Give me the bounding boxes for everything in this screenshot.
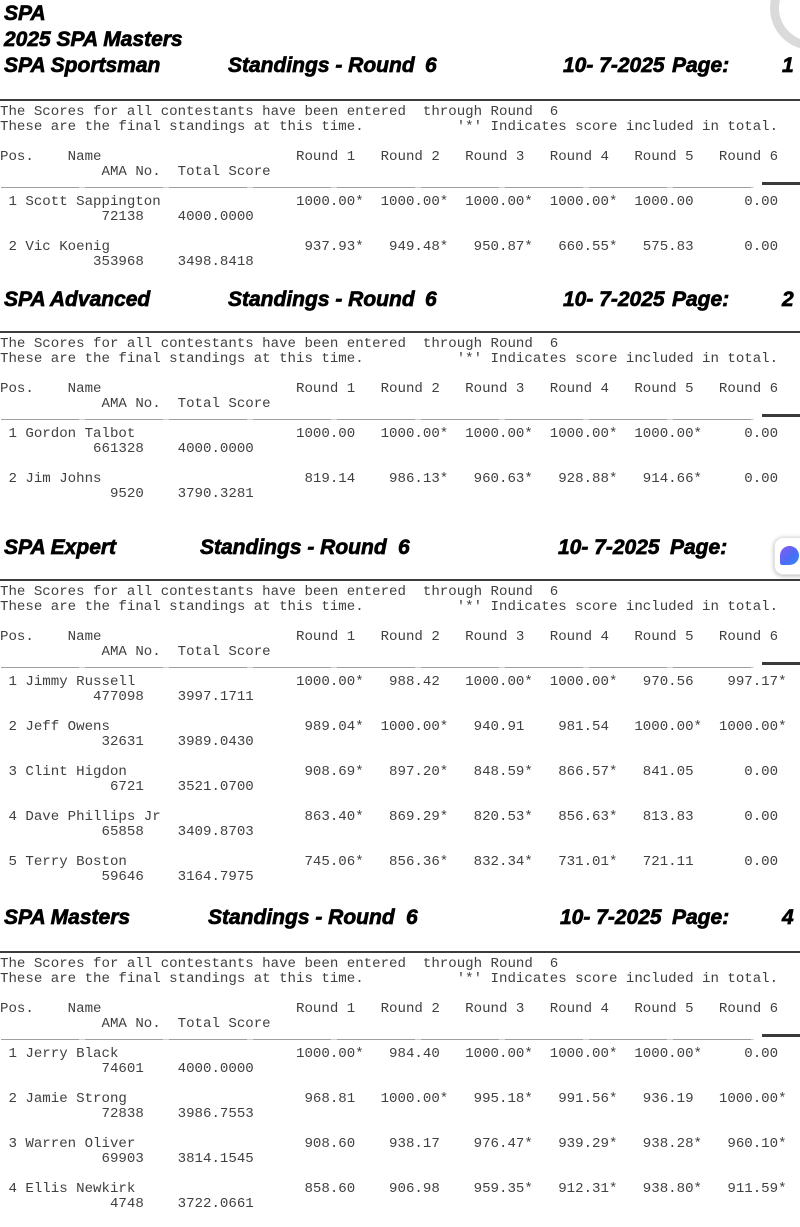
- blank-line: [0, 987, 800, 1002]
- standings-row-scores: 1 Scott Sappington 1000.00* 1000.00* 1000.00* 1000.00* 1000.00 0.00: [0, 194, 779, 210]
- class-name: SPA Sportsman: [4, 54, 161, 77]
- note-line-1: The Scores for all contestants have been entered through Round 6: [0, 336, 559, 352]
- page-number: 4: [782, 906, 794, 929]
- table-rule-right-segment: [762, 662, 800, 665]
- blank-line: [0, 1167, 800, 1182]
- round-number: 6: [398, 536, 410, 559]
- assistant-icon: [780, 546, 799, 565]
- blank-line: [0, 840, 800, 855]
- page-label: Page:: [672, 288, 730, 311]
- section-header-line: [0, 53, 800, 79]
- standings-row-ama-total: 69903 3814.1545: [0, 1151, 254, 1167]
- class-name: SPA Masters: [4, 906, 131, 929]
- event-title-text: 2025 SPA Masters: [4, 28, 183, 51]
- class-name: SPA Advanced: [4, 288, 151, 311]
- note-line-2: These are the final standings at this time. '*' Indicates score included in total.: [0, 119, 779, 135]
- standings-row-scores: 1 Jimmy Russell 1000.00* 988.42 1000.00* 1000.00* 970.56 997.17*: [0, 674, 787, 690]
- floating-assistant-button[interactable]: [774, 537, 800, 575]
- standings-row-ama-total: 477098 3997.1711: [0, 689, 254, 705]
- table-rule: [1, 667, 754, 668]
- standings-row-scores: 2 Jamie Strong 968.81 1000.00* 995.18* 991.56* 936.19 1000.00*: [0, 1091, 787, 1107]
- standings-row-scores: 2 Vic Koenig 937.93* 949.48* 950.87* 660.55* 575.83 0.00: [0, 239, 779, 255]
- standings-table: [0, 100, 800, 285]
- standings-title: Standings - Round: [228, 54, 415, 77]
- standings-row-scores: 5 Terry Boston 745.06* 856.36* 832.34* 731.01* 721.11 0.00: [0, 854, 779, 870]
- org-title: [0, 1, 800, 27]
- standings-row-ama-total: 72138 4000.0000: [0, 209, 254, 225]
- blank-line: [0, 795, 800, 810]
- class-name: SPA Expert: [4, 536, 117, 559]
- standings-row-ama-total: 32631 3989.0430: [0, 734, 254, 750]
- event-title: [0, 27, 800, 53]
- standings-row-scores: 4 Ellis Newkirk 858.60 906.98 959.35* 912.31* 938.80* 911.59*: [0, 1181, 787, 1197]
- standings-row-scores: 2 Jeff Owens 989.04* 1000.00* 940.91 981.54 1000.00* 1000.00*: [0, 719, 787, 735]
- note-line-2: These are the final standings at this time. '*' Indicates score included in total.: [0, 599, 779, 615]
- table-rule-right-segment: [762, 414, 800, 417]
- blank-line: [0, 750, 800, 765]
- blank-line: [0, 615, 800, 630]
- standings-row-ama-total: 4748 3722.0661: [0, 1196, 254, 1212]
- column-header-line-2: AMA No. Total Score: [0, 644, 271, 660]
- note-line-1: The Scores for all contestants have been entered through Round 6: [0, 956, 559, 972]
- org-title-text: SPA: [4, 2, 46, 25]
- standings-row-ama-total: 65858 3409.8703: [0, 824, 254, 840]
- blank-line: [0, 457, 800, 472]
- standings-row-ama-total: 9520 3790.3281: [0, 486, 254, 502]
- note-line-2: These are the final standings at this time. '*' Indicates score included in total.: [0, 351, 779, 367]
- standings-row-ama-total: 353968 3498.8418: [0, 254, 254, 270]
- standings-row-ama-total: 661328 4000.0000: [0, 441, 254, 457]
- table-rule: [1, 1039, 754, 1040]
- page-label: Page:: [670, 536, 728, 559]
- page-number: 1: [782, 54, 794, 77]
- standings-row-ama-total: 59646 3164.7975: [0, 869, 254, 885]
- standings-title: Standings - Round: [200, 536, 387, 559]
- blank-line: [0, 1077, 800, 1092]
- table-rule: [1, 419, 754, 420]
- note-line-1: The Scores for all contestants have been entered through Round 6: [0, 584, 559, 600]
- report-date: 10- 7-2025: [563, 54, 665, 77]
- blank-line: [0, 1122, 800, 1137]
- round-number: 6: [425, 54, 437, 77]
- standings-row-scores: 3 Warren Oliver 908.60 938.17 976.47* 939.29* 938.28* 960.10*: [0, 1136, 787, 1152]
- column-header-line-1: Pos. Name Round 1 Round 2 Round 3 Round 4 Round 5 Round 6: [0, 149, 779, 165]
- standings-title: Standings - Round: [208, 906, 395, 929]
- standings-title: Standings - Round: [228, 288, 415, 311]
- round-number: 6: [406, 906, 418, 929]
- table-rule: [1, 187, 754, 188]
- standings-row-scores: 3 Clint Higdon 908.69* 897.20* 848.59* 866.57* 841.05 0.00: [0, 764, 779, 780]
- blank-line: [0, 885, 800, 900]
- page-label: Page:: [672, 54, 730, 77]
- report-date: 10- 7-2025: [558, 536, 660, 559]
- standings-table: [0, 332, 800, 517]
- blank-line: [0, 135, 800, 150]
- note-line-1: The Scores for all contestants have been entered through Round 6: [0, 104, 559, 120]
- standings-table: [0, 580, 800, 900]
- page-number: 2: [782, 288, 794, 311]
- standings-row-scores: 1 Gordon Talbot 1000.00 1000.00* 1000.00* 1000.00* 1000.00* 0.00: [0, 426, 779, 442]
- report-date: 10- 7-2025: [563, 288, 665, 311]
- column-header-line-2: AMA No. Total Score: [0, 1016, 271, 1032]
- page-label: Page:: [672, 906, 730, 929]
- standings-table: [0, 952, 800, 1227]
- column-header-line-1: Pos. Name Round 1 Round 2 Round 3 Round 4 Round 5 Round 6: [0, 629, 779, 645]
- blank-line: [0, 502, 800, 517]
- table-rule-right-segment: [762, 182, 800, 185]
- blank-line: [0, 225, 800, 240]
- section-header-line: [0, 535, 800, 561]
- standings-row-scores: 4 Dave Phillips Jr 863.40* 869.29* 820.53* 856.63* 813.83 0.00: [0, 809, 779, 825]
- standings-row-ama-total: 6721 3521.0700: [0, 779, 254, 795]
- report-date: 10- 7-2025: [560, 906, 662, 929]
- column-header-line-1: Pos. Name Round 1 Round 2 Round 3 Round 4 Round 5 Round 6: [0, 1001, 779, 1017]
- column-header-line-2: AMA No. Total Score: [0, 396, 271, 412]
- column-header-line-2: AMA No. Total Score: [0, 164, 271, 180]
- blank-line: [0, 270, 800, 285]
- section-header-line: [0, 905, 800, 931]
- note-line-2: These are the final standings at this time. '*' Indicates score included in total.: [0, 971, 779, 987]
- standings-row-ama-total: 74601 4000.0000: [0, 1061, 254, 1077]
- standings-row-scores: 2 Jim Johns 819.14 986.13* 960.63* 928.88* 914.66* 0.00: [0, 471, 779, 487]
- standings-row-scores: 1 Jerry Black 1000.00* 984.40 1000.00* 1000.00* 1000.00* 0.00: [0, 1046, 779, 1062]
- round-number: 6: [425, 288, 437, 311]
- standings-row-ama-total: 72838 3986.7553: [0, 1106, 254, 1122]
- blank-line: [0, 705, 800, 720]
- section-header-line: [0, 287, 800, 313]
- blank-line: [0, 367, 800, 382]
- column-header-line-1: Pos. Name Round 1 Round 2 Round 3 Round 4 Round 5 Round 6: [0, 381, 779, 397]
- table-rule-right-segment: [762, 1034, 800, 1037]
